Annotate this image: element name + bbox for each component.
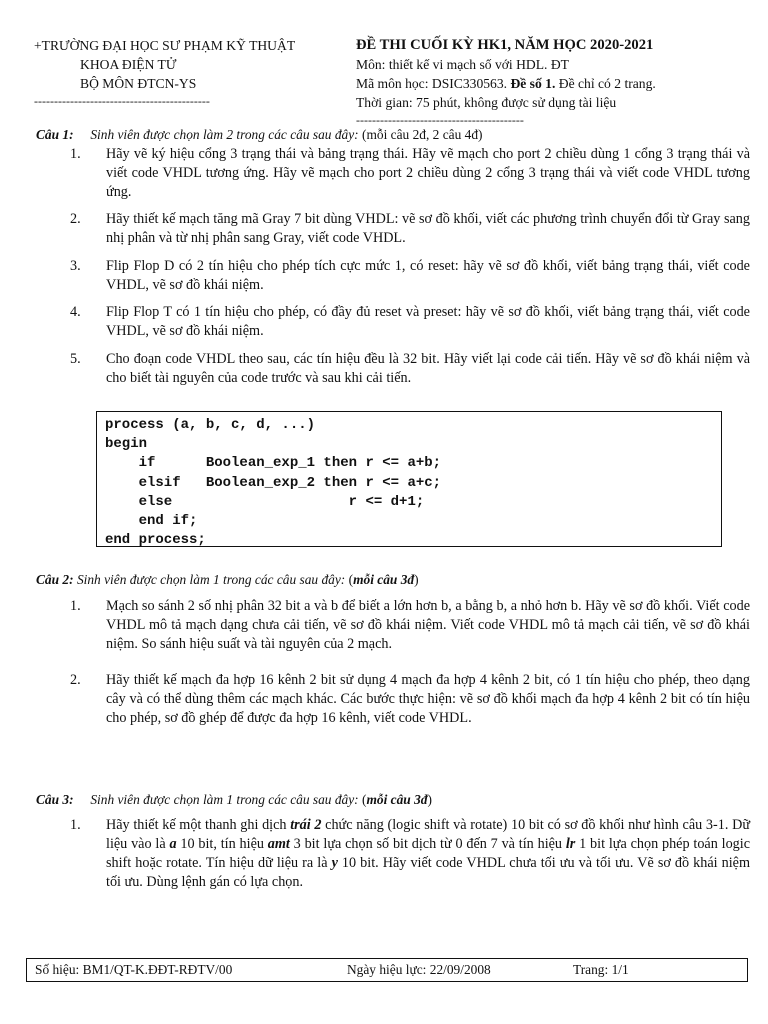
header-right-divider: ------------------------------------------ [356,113,524,127]
item-text: Flip Flop D có 2 tín hiệu cho phép tích cực mức 1, có reset: hãy vẽ sơ đồ khối, viết bảng trạng thái, viết code VHDL, vẽ sơ đồ khái niệm. [106,258,750,293]
question-1-heading [36,125,482,144]
emphasis-run: amt [267,836,290,852]
question-instruction: Sinh viên được chọn làm 1 trong các câu sau đây: [76,572,346,587]
item-text: Hãy thiết kế mạch đa hợp 16 kênh 2 bit sử dụng 4 mạch đa hợp 4 kênh 2 bit, có 1 tín hiệu cho phép, theo dạng cây và có thể dùng thêm các mạch khác. Các bước thực hiện: vẽ sơ đồ khối mạch đa hợp 4 kênh 2 bit có tín hiệu cho phép, sơ đồ ghép để được đa hợp 16 kênh, viết code VHDL. [106,672,750,726]
page-footer [26,958,748,982]
item-number: 2. [70,672,81,688]
department-name: BỘ MÔN ĐTCN-YS [80,76,197,91]
code-line: begin [105,436,148,453]
emphasis-run: y [331,855,338,871]
page-count-note: Đề chỉ có 2 trang. [555,76,656,91]
exam-code-line [356,74,746,93]
question-label: Câu 1: [36,127,74,142]
question-3-heading [36,790,432,809]
emphasis-run: lr [565,836,576,852]
item-number: 1. [70,146,81,162]
item-text [106,816,750,892]
text-run: 10 bit. Hãy viết code VHDL chưa tối ưu và tối ưu. Vẽ sơ đồ khái niệm tối ưu. Dùng lệnh gán có lựa chọn. [106,855,750,890]
exam-time: Thời gian: 75 phút, không được sử dụng tài liệu [356,95,617,110]
item-number: 1. [70,598,81,614]
code-line: end process; [105,532,206,549]
text-run: Hãy thiết kế một thanh ghi dịch [106,817,291,833]
question-points: mỗi câu 3đ [353,572,415,587]
footer-page-number: Trang: 1/1 [573,962,629,977]
item-text: Hãy vẽ ký hiệu cổng 3 trạng thái và bảng trạng thái. Hãy vẽ mạch cho port 2 chiều dùng 1 cổng 3 trạng thái và viết code VHDL tương ứng. Hãy vẽ mạch cho port 2 chiều dùng 2 cổng 3 trạng thái và viết code VHDL tương ứng. [106,146,750,200]
item-number: 4. [70,304,81,320]
exam-version: Đề số 1. [510,76,556,91]
question-instruction: Sinh viên được chọn làm 1 trong các câu sau đây: [90,792,359,807]
text-run: 3 bit lựa chọn số bit dịch từ 0 đến 7 và tín hiệu [289,836,566,852]
code-line: else r <= d+1; [105,493,425,510]
footer-document-code: Số hiệu: BM1/QT-K.ĐĐT-RĐTV/00 [35,962,233,977]
item-text: Flip Flop T có 1 tín hiệu cho phép, có đầy đủ reset và preset: hãy vẽ sơ đồ khối, viết bảng trạng thái, viết code VHDL, vẽ sơ đồ khái niệm. [106,304,750,339]
header-right [356,36,746,128]
item-number: 1. [70,817,81,833]
university-name: +TRƯỜNG ĐẠI HỌC SƯ PHẠM KỸ THUẬT [34,38,296,53]
exam-title: ĐỀ THI CUỐI KỲ HK1, NĂM HỌC 2020-2021 [356,37,654,53]
emphasis-run: a [169,836,177,852]
points-open: ( [345,572,354,587]
item-number: 2. [70,211,81,227]
item-number: 5. [70,351,81,367]
points-open: ( [358,792,367,807]
question-label: Câu 3: [36,792,74,807]
item-number: 3. [70,258,81,274]
question-points: (mỗi câu 2đ, 2 câu 4đ) [358,127,483,142]
text-run: chức năng (logic shift và rotate) 10 bit có sơ đồ khối như hình câu 3-1. Dữ liệu vào là [106,817,751,852]
code-line: end if; [105,513,198,530]
text-run: 10 bit, tín hiệu [176,836,268,852]
text-run: 1 bit lựa chọn phép toán logic shift hoặc rotate. Tín hiệu dữ liệu ra là [106,836,750,871]
vhdl-code-box [96,411,722,547]
question-label: Câu 2: [36,572,74,587]
question-points: mỗi câu 3đ [366,792,428,807]
question-2-heading [36,570,419,589]
header-left [34,36,344,109]
exam-subject: Môn: thiết kế vi mạch số với HDL. ĐT [356,57,569,72]
header-left-divider: -------------------------------------------- [34,94,210,108]
code-line: elsif Boolean_exp_2 then r <= a+c; [105,474,442,491]
code-line: process (a, b, c, d, ...) [105,417,316,433]
course-code: Mã môn học: DSIC330563. [356,76,511,91]
points-close: ) [414,572,419,587]
footer-effective-date: Ngày hiệu lực: 22/09/2008 [347,962,491,977]
question-instruction: Sinh viên được chọn làm 2 trong các câu sau đây: [90,127,359,142]
points-close: ) [427,792,432,807]
faculty-name: KHOA ĐIỆN TỬ [80,57,177,72]
code-line: if Boolean_exp_1 then r <= a+b; [105,455,442,472]
item-text: Hãy thiết kế mạch tăng mã Gray 7 bit dùng VHDL: vẽ sơ đồ khối, viết các phương trình chuyển đổi từ Gray sang nhị phân và từ nhị phân sang Gray, viết code VHDL. [106,211,750,246]
item-text: Mạch so sánh 2 số nhị phân 32 bit a và b để biết a lớn hơn b, a bằng b, a nhỏ hơn b. Hãy vẽ sơ đồ khối. Viết code VHDL mô tả mạch dạng chưa cải tiến, vẽ sơ đồ khái niệm. Viết code VHDL mô tả mạch cải tiến, vẽ sơ đồ khái niệm. So sánh hiệu suất và tài nguyên của 2 mạch. [106,598,750,652]
emphasis-run: trái 2 [290,817,322,833]
item-text: Cho đoạn code VHDL theo sau, các tín hiệu đều là 32 bit. Hãy viết lại code cải tiến. Hãy vẽ sơ đồ khái niệm và cho biết tài nguyên của code trước và sau khi cải tiến. [106,351,750,386]
